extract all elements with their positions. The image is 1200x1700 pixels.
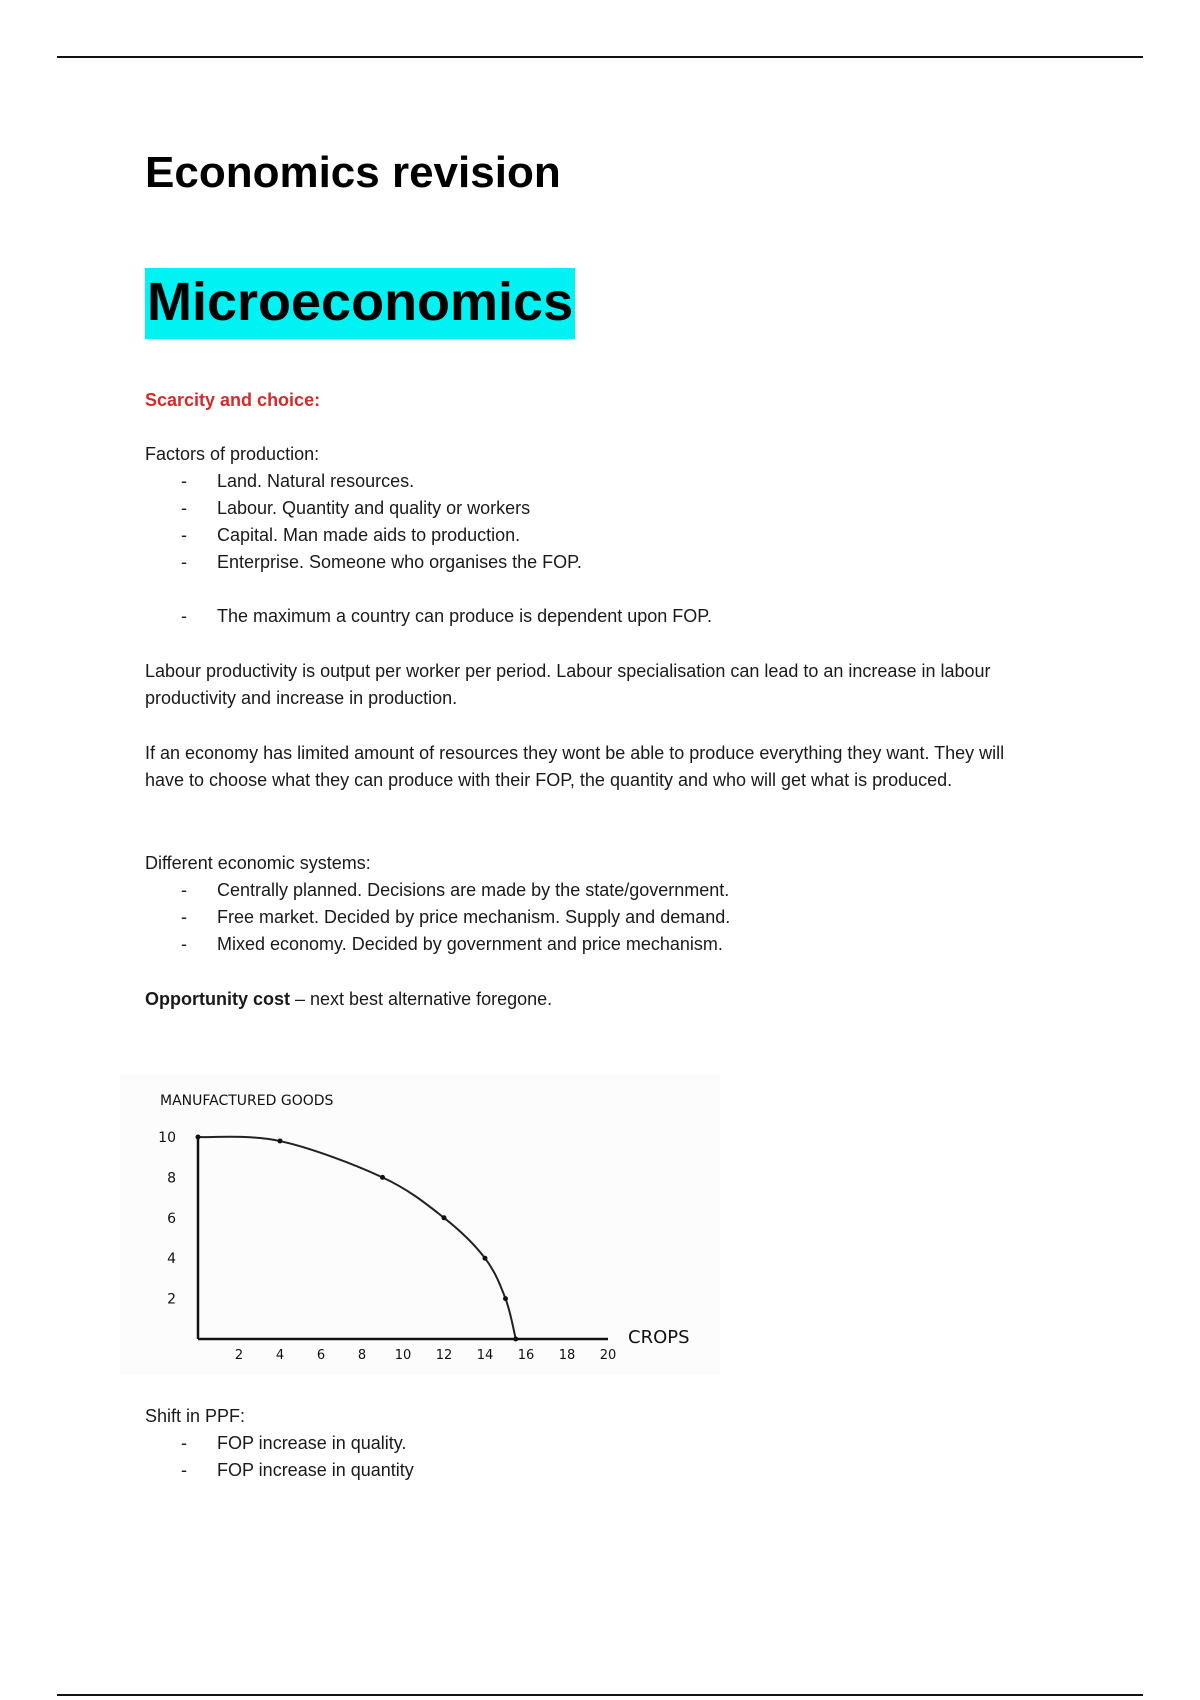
systems-list (145, 877, 730, 958)
dash-bullet: - (181, 606, 187, 626)
systems-intro: Different economic systems: (145, 853, 371, 873)
list-item: - Mixed economy. Decided by government and price mechanism. (145, 931, 730, 958)
x-tick-label: 12 (435, 1348, 453, 1363)
productivity-paragraph: Labour productivity is output per worker per period. Labour specialisation can lead to an increase in labour productivity and increase in production. (145, 661, 991, 708)
list-item: - Labour. Quantity and quality or workers (145, 495, 582, 522)
opportunity-cost-definition: Opportunity cost – next best alternative foregone. (145, 989, 553, 1009)
x-tick-label: 6 (316, 1348, 326, 1363)
ppf-point (380, 1175, 385, 1180)
x-tick-label: 20 (599, 1348, 617, 1363)
highlighted-heading: Microeconomics (145, 268, 575, 339)
x-tick-label: 10 (394, 1348, 412, 1363)
ppf-point (483, 1256, 488, 1261)
factors-intro: Factors of production: (145, 444, 320, 464)
list-item: - Enterprise. Someone who organises the FOP. (145, 549, 582, 576)
ppf-point (503, 1296, 508, 1301)
top-rule (57, 56, 1143, 58)
x-axis-label: CROPS (628, 1327, 690, 1348)
shift-intro: Shift in PPF: (145, 1406, 246, 1426)
scarcity-paragraph: If an economy has limited amount of resources they wont be able to produce everything they want. They will have to choose what they can produce with their FOP, the quantity and who will get what is produced. (145, 743, 1005, 790)
shift-list (145, 1430, 414, 1484)
ppf-chart (120, 1075, 720, 1375)
ppf-point (278, 1139, 283, 1144)
opportunity-cost-term: Opportunity cost (145, 989, 290, 1009)
ppf-point (196, 1135, 201, 1140)
section-title: Scarcity and choice: (145, 390, 321, 410)
dash-bullet: - (181, 907, 187, 927)
x-tick-label: 14 (476, 1348, 494, 1363)
y-tick-label: 10 (158, 1130, 176, 1146)
y-tick-label: 8 (167, 1170, 176, 1187)
list-item: - FOP increase in quantity (145, 1457, 414, 1484)
x-tick-label: 2 (234, 1348, 244, 1363)
dash-bullet: - (181, 552, 187, 572)
bottom-rule (57, 1694, 1143, 1696)
dash-bullet: - (181, 471, 187, 491)
x-tick-label: 16 (517, 1348, 535, 1363)
dash-bullet: - (181, 1460, 187, 1480)
y-axis-label: MANUFACTURED GOODS (160, 1093, 334, 1109)
dash-bullet: - (181, 1433, 187, 1453)
list-item: - FOP increase in quality. (145, 1430, 414, 1457)
dash-bullet: - (181, 498, 187, 518)
y-tick-label: 2 (167, 1291, 176, 1308)
dash-bullet: - (181, 880, 187, 900)
list-item: - Land. Natural resources. (145, 468, 582, 495)
ppf-point (513, 1337, 518, 1342)
dash-bullet: - (181, 525, 187, 545)
list-item: - The maximum a country can produce is dependent upon FOP. (145, 603, 712, 630)
list-item: - Centrally planned. Decisions are made by the state/government. (145, 877, 730, 904)
x-tick-label: 4 (275, 1348, 285, 1363)
x-tick-label: 8 (357, 1348, 367, 1363)
y-tick-label: 6 (167, 1210, 176, 1227)
factors-list (145, 468, 582, 576)
x-tick-label: 18 (558, 1348, 576, 1363)
list-item: - Free market. Decided by price mechanism. Supply and demand. (145, 904, 730, 931)
dash-bullet: - (181, 934, 187, 954)
list-item: - Capital. Man made aids to production. (145, 522, 582, 549)
y-tick-label: 4 (167, 1251, 176, 1268)
ppf-point (442, 1215, 447, 1220)
document-title: Economics revision (145, 148, 561, 197)
factors-note (145, 603, 712, 630)
